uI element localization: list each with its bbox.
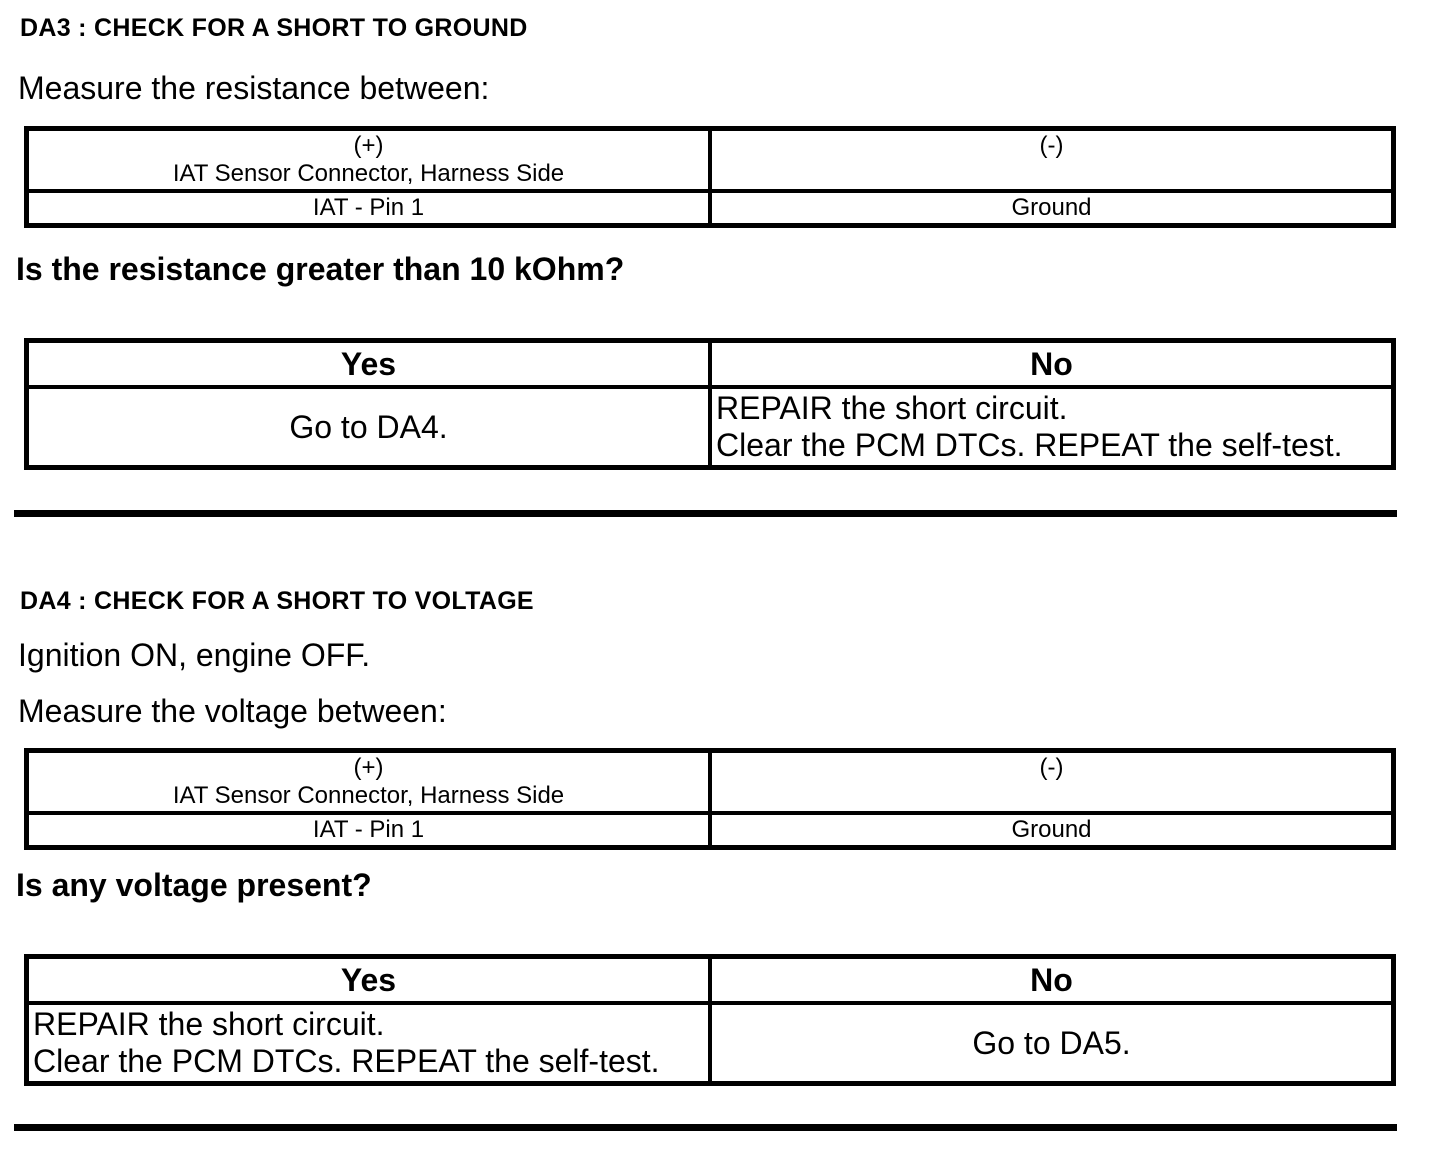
da3-question: Is the resistance greater than 10 kOhm? xyxy=(16,251,625,287)
da3-measurement-value-row xyxy=(27,191,1394,226)
action-line: Clear the PCM DTCs. REPEAT the self-test. xyxy=(33,1043,660,1079)
da4-question: Is any voltage present? xyxy=(16,867,372,903)
da4-measurement-header-row xyxy=(27,751,1394,814)
plus-symbol: (+) xyxy=(353,132,384,159)
da4-minus-header-cell xyxy=(710,751,1394,814)
action-line: Go to DA4. xyxy=(289,408,448,445)
da3-instruction: Measure the resistance between: xyxy=(18,70,490,106)
da4-instruction-2: Measure the voltage between: xyxy=(18,693,447,729)
da3-plus-value-cell: IAT - Pin 1 xyxy=(27,191,711,226)
da3-minus-header-cell xyxy=(710,129,1394,192)
plus-label: IAT Sensor Connector, Harness Side xyxy=(172,782,565,809)
plus-symbol: (+) xyxy=(353,754,384,781)
section-da3 xyxy=(0,14,1440,517)
action-line: REPAIR the short circuit. xyxy=(716,390,1068,426)
da4-yes-header-cell: Yes xyxy=(27,957,711,1004)
da3-decision-header-row xyxy=(27,341,1394,388)
da4-measurement-value-row xyxy=(27,813,1394,848)
da4-step-heading: DA4 : CHECK FOR A SHORT TO VOLTAGE xyxy=(20,587,534,615)
da3-step-heading: DA3 : CHECK FOR A SHORT TO GROUND xyxy=(20,14,528,42)
plus-label: IAT Sensor Connector, Harness Side xyxy=(172,160,565,187)
da3-measurement-header-row xyxy=(27,129,1394,192)
diagnostic-page xyxy=(0,14,1440,1131)
minus-symbol: (-) xyxy=(1039,132,1064,159)
da4-no-action-cell xyxy=(710,1003,1394,1084)
da4-instruction-1: Ignition ON, engine OFF. xyxy=(18,637,371,673)
da3-no-action-cell xyxy=(710,387,1394,468)
da3-plus-header-cell xyxy=(27,129,711,192)
da4-plus-header-cell xyxy=(27,751,711,814)
action-line: Go to DA5. xyxy=(972,1024,1131,1061)
da3-decision-table xyxy=(24,338,1396,470)
da3-minus-value-cell: Ground xyxy=(710,191,1394,226)
da3-yes-header-cell: Yes xyxy=(27,341,711,388)
da4-yes-action-cell xyxy=(27,1003,711,1084)
action-line: Clear the PCM DTCs. REPEAT the self-test. xyxy=(716,427,1343,463)
action-line: REPAIR the short circuit. xyxy=(33,1006,385,1042)
da4-decision-action-row xyxy=(27,1003,1394,1084)
da3-yes-action-cell xyxy=(27,387,711,468)
da4-decision-table xyxy=(24,954,1396,1086)
da3-no-header-cell: No xyxy=(710,341,1394,388)
section-divider xyxy=(14,1124,1397,1131)
section-da4 xyxy=(0,587,1440,1131)
da4-measurement-table xyxy=(24,748,1396,850)
section-divider xyxy=(14,510,1397,517)
da4-no-header-cell: No xyxy=(710,957,1394,1004)
da4-plus-value-cell: IAT - Pin 1 xyxy=(27,813,711,848)
da4-decision-header-row xyxy=(27,957,1394,1004)
da3-measurement-table xyxy=(24,126,1396,228)
da3-decision-action-row xyxy=(27,387,1394,468)
minus-symbol: (-) xyxy=(1039,754,1064,781)
da4-minus-value-cell: Ground xyxy=(710,813,1394,848)
